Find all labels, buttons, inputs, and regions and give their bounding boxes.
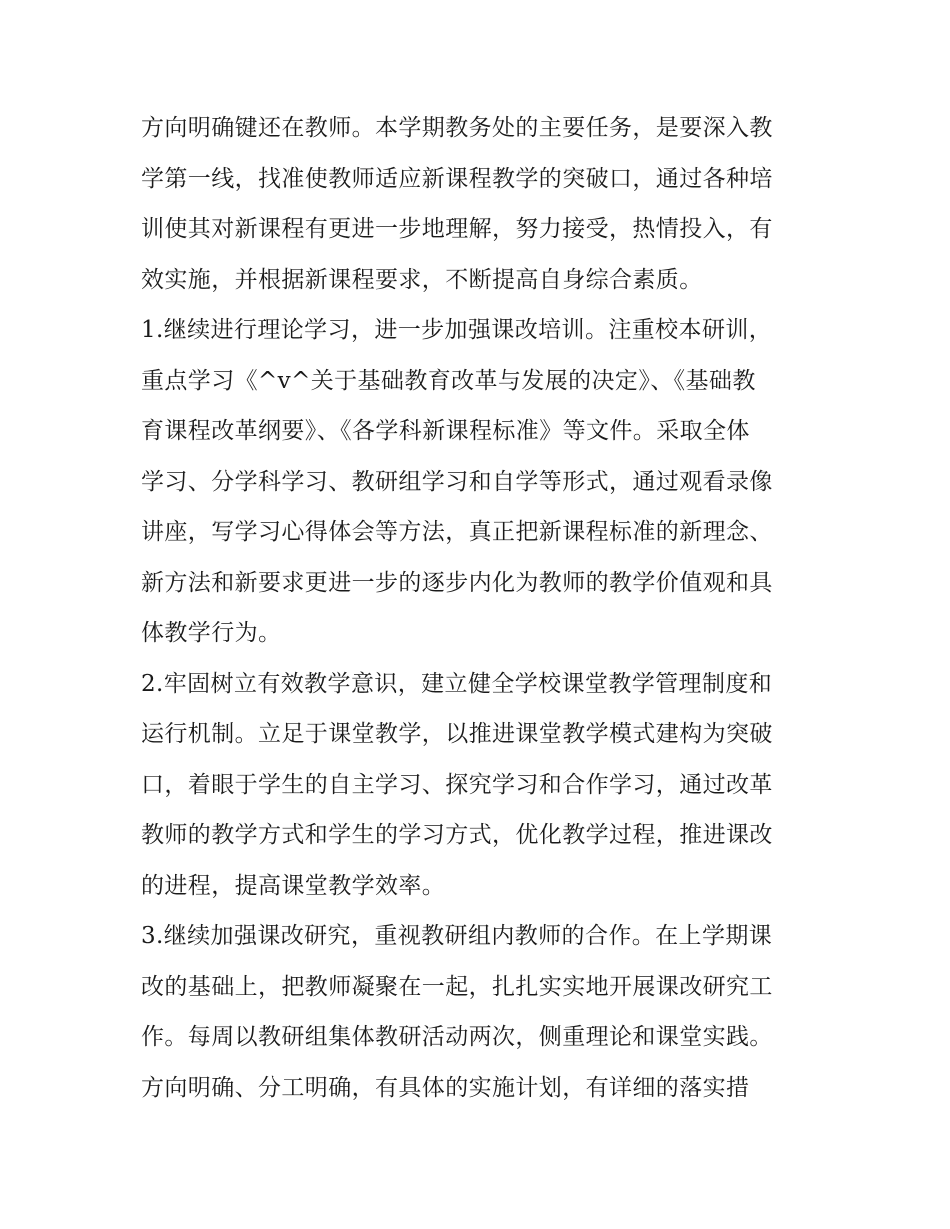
text-line-19: 作。每周以教研组集体教研活动两次，侧重理论和课堂实践。: [141, 1024, 773, 1050]
text-line-15: 教师的教学方式和学生的学习方式，优化教学过程，推进课改: [141, 822, 773, 848]
text-line-14: 口，着眼于学生的自主学习、探究学习和合作学习，通过改革: [141, 771, 773, 798]
text-line-7: 育课程改革纲要》、《各学科新课程标准》等文件。采取全体: [141, 418, 750, 444]
text-line-9: 讲座，写学习心得体会等方法，真正把新课程标准的新理念、: [141, 519, 773, 545]
text-line-18: 改的基础上，把教师凝聚在一起，扎扎实实地开展课改研究工: [141, 973, 773, 1000]
text-line-8: 学习、分学科学习、教研组学习和自学等形式，通过观看录像: [141, 468, 773, 495]
text-line-4: 效实施，并根据新课程要求，不断提高自身综合素质。: [141, 266, 703, 293]
text-line-11: 体教学行为。: [141, 620, 282, 646]
text-line-12: 2.牢固树立有效教学意识，建立健全学校课堂教学管理制度和: [141, 670, 773, 697]
text-line-17: 3.继续加强课改研究，重视教研组内教师的合作。在上学期课: [141, 923, 773, 949]
text-line-2: 学第一线，找准使教师适应新课程教学的突破口，通过各种培: [141, 165, 773, 192]
text-line-20: 方向明确、分工明确，有具体的实施计划，有详细的落实措: [141, 1074, 750, 1101]
text-line-13: 运行机制。立足于课堂教学，以推进课堂教学模式建构为突破: [141, 721, 773, 747]
text-line-5: 1.继续进行理论学习，进一步加强课改培训。注重校本研训，: [141, 317, 773, 343]
text-line-16: 的进程，提高课堂教学效率。: [141, 872, 446, 899]
body-text: [141, 103, 817, 1113]
text-line-10: 新方法和新要求更进一步的逐步内化为教师的教学价值观和具: [141, 569, 773, 596]
text-line-3: 训使其对新课程有更进一步地理解，努力接受，热情投入，有: [141, 216, 773, 242]
text-line-1: 方向明确键还在教师。本学期教务处的主要任务，是要深入教: [141, 115, 773, 141]
text-line-6: 重点学习《^v^关于基础教育改革与发展的决定》、《基础教: [141, 367, 756, 394]
